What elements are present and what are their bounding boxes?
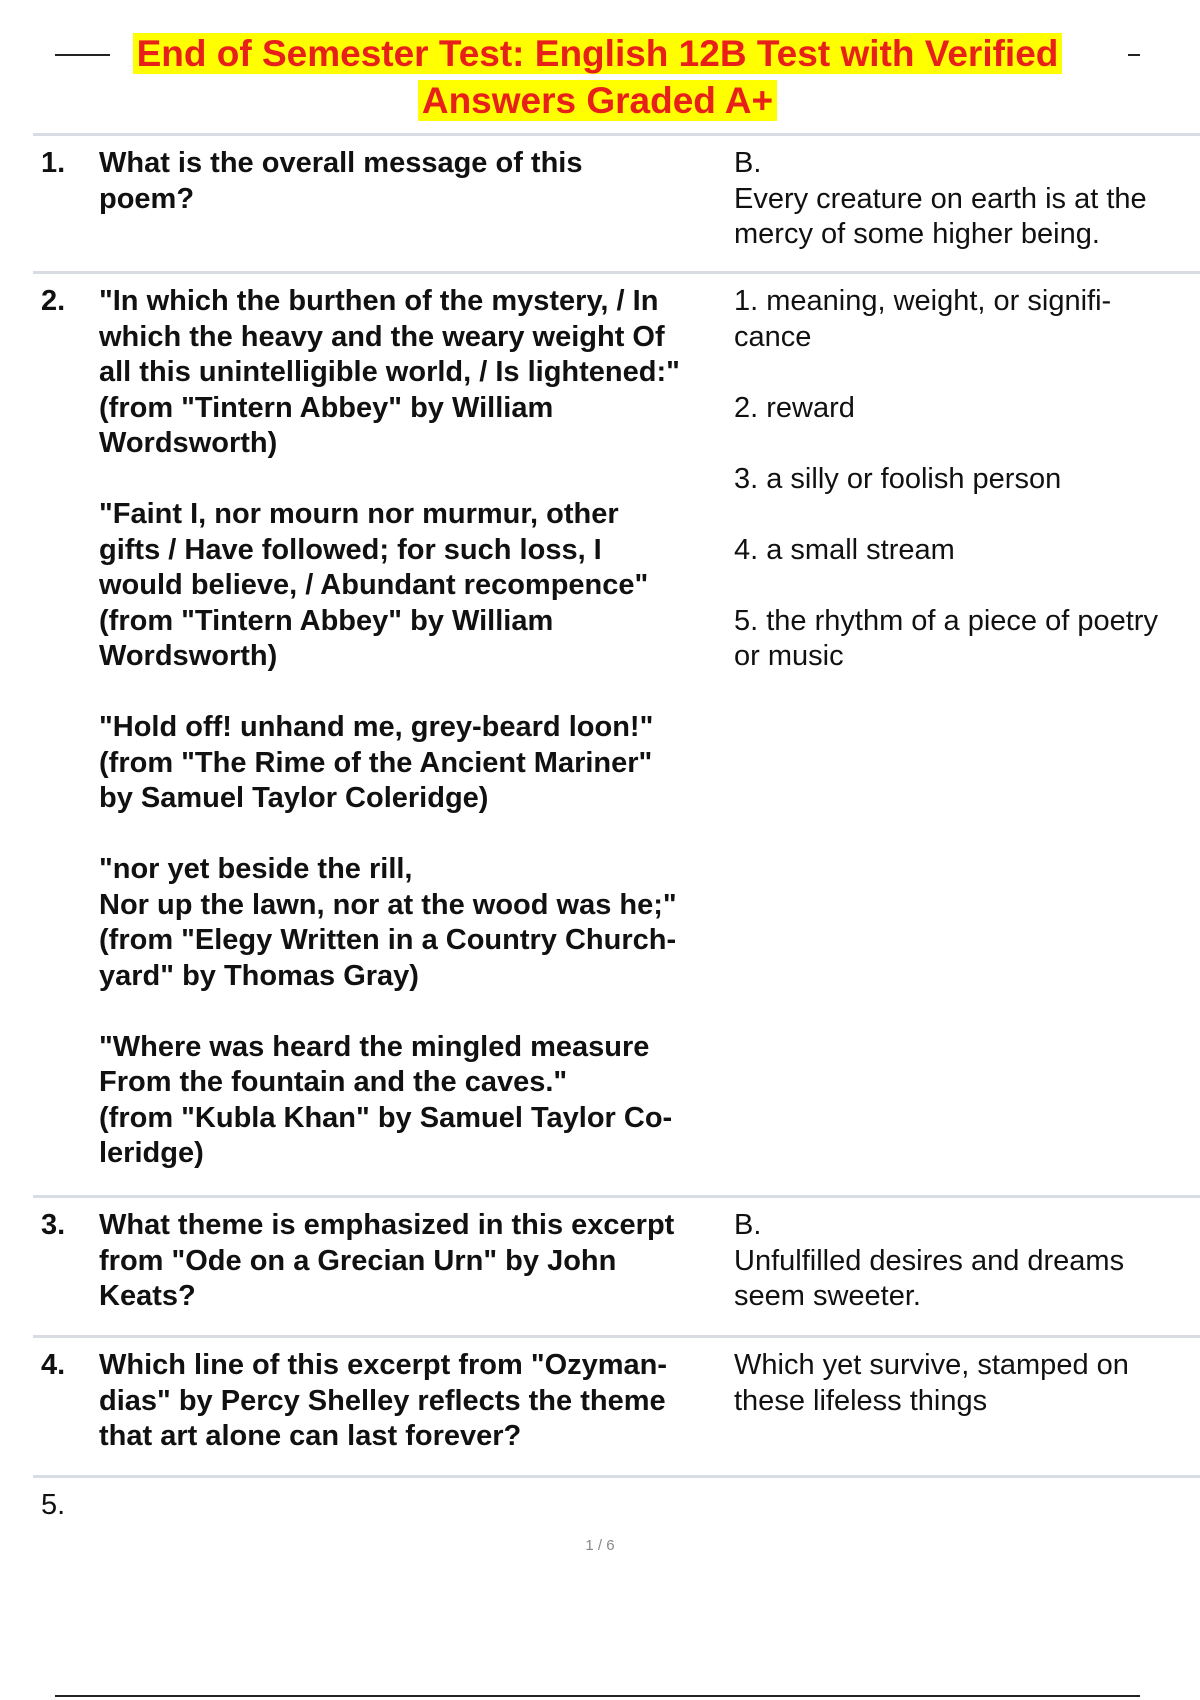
answer-paragraph: 4. a small stream [734, 533, 955, 566]
answer-paragraph: 1. meaning, weight, or signifi- cance [734, 285, 1112, 353]
question-number: 4. [41, 1349, 66, 1381]
question-paragraph: "Hold off! unhand me, grey-beard loon!" (from "The Rime of the Ancient Mariner" by Samuel Taylor Coleridge) [99, 711, 654, 814]
answer-text [734, 1348, 1194, 1419]
qa-row-4 [33, 1335, 1200, 1475]
document-title: End of Semester Test: English 12B Test with Verified Answers Graded A+ [133, 33, 1063, 121]
question-paragraph: "Where was heard the mingled measure From the fountain and the caves." (from "Kubla Khan" by Samuel Taylor Co- leridge) [99, 1030, 673, 1169]
answer-paragraph: 3. a silly or foolish person [734, 462, 1062, 495]
answer-text [734, 146, 1194, 253]
title-area [55, 30, 1140, 124]
question-text [99, 284, 749, 1172]
question-text [99, 1348, 749, 1455]
question-text [99, 1208, 749, 1315]
answer-text [734, 1208, 1194, 1315]
answer-text [734, 284, 1194, 675]
question-paragraph: What is the overall message of this poem? [99, 147, 583, 215]
question-paragraph: "Faint I, nor mourn nor murmur, other gifts / Have followed; for such loss, I would believe, / Abundant recompence" (from "Tintern Abbey" by William Wordsworth) [99, 498, 649, 672]
answer-paragraph: 5. the rhythm of a piece of poetry or music [734, 604, 1158, 672]
qa-row-2 [33, 271, 1200, 1195]
bottom-rule [55, 1695, 1140, 1697]
question-paragraph: "In which the burthen of the mystery, / In which the heavy and the weary weight Of all this unintelligible world, / Is lightened:" (from "Tintern Abbey" by William Wordsworth) [99, 285, 680, 459]
question-number: 3. [41, 1209, 66, 1241]
question-text [99, 146, 749, 217]
question-paragraph: "nor yet beside the rill, Nor up the lawn, nor at the wood was he;" (from "Elegy Written in a Country Church- yard" by Thomas Gray) [99, 853, 677, 992]
qa-list [33, 133, 1200, 1535]
question-paragraph: What theme is emphasized in this excerpt from "Ode on a Grecian Urn" by John Keats? [99, 1209, 675, 1312]
question-number: 2. [41, 285, 66, 317]
answer-paragraph: 2. reward [734, 391, 855, 424]
question-number: 5. [41, 1489, 66, 1521]
page-indicator: 1 / 6 [585, 1537, 615, 1554]
question-paragraph: Which line of this excerpt from "Ozyman- dias" by Percy Shelley reflects the theme that art alone can last forever? [99, 1349, 668, 1452]
qa-row-5 [33, 1475, 1200, 1535]
answer-paragraph: B. Every creature on earth is at the mercy of some higher being. [734, 147, 1147, 250]
qa-row-1 [33, 133, 1200, 271]
title-rule-left [55, 54, 110, 56]
title-rule-right [1128, 54, 1140, 56]
answer-paragraph: Which yet survive, stamped on these lifeless things [734, 1349, 1129, 1417]
qa-row-3 [33, 1195, 1200, 1335]
question-number: 1. [41, 147, 66, 179]
answer-paragraph: B. Unfulfilled desires and dreams seem sweeter. [734, 1209, 1125, 1312]
